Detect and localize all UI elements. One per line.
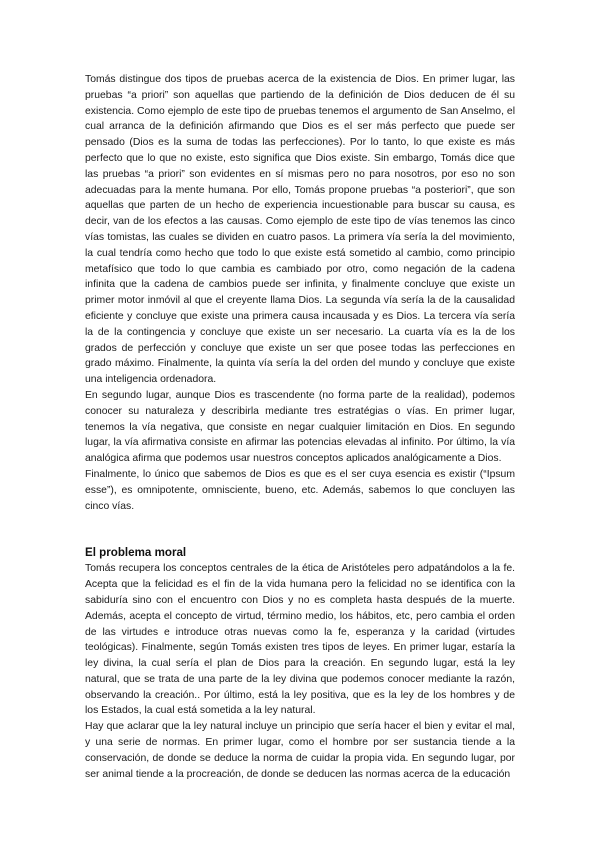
section-problema-moral [85, 545, 515, 782]
paragraph-esencia-de-dios: Finalmente, lo único que sabemos de Dios es que es el ser cuya esencia es existir (“Ipsum esse”), es omnipotente, omnisciente, bueno, etc. Además, sabemos lo que concluyen las cinco vías. [85, 468, 515, 512]
paragraph-ley-natural: Hay que aclarar que la ley natural incluye un principio que sería hacer el bien y evitar el mal, y una serie de normas. En primer lugar, como el hombre por ser sustancia tiende a la conservación, de donde se deduce la norma de cuidar la propia vida. En segundo lugar, por ser animal tiende a la procreación, de donde se deducen las normas acerca de la educación [85, 721, 515, 780]
section-heading: El problema moral [85, 546, 187, 560]
page-content [85, 72, 515, 782]
paragraph-conocimiento-de-dios: En segundo lugar, aunque Dios es trascendente (no forma parte de la realidad), podemos conocer su naturaleza y describirla mediante tres estratégias o vías. En primer lugar, tenemos la vía negativa, que consiste en negar cualquier limitación en Dios. En segundo lugar, la vía afirmativa consiste en afirmar las potencias elevadas al infinito. Por último, la vía analógica afirma que podemos usar nuestros conceptos aplicados analógicamente a Dios. [85, 389, 515, 465]
paragraph-etica: Tomás recupera los conceptos centrales de la ética de Aristóteles pero adpatándolos a la fe. Acepta que la felicidad es el fin de la vida humana pero la felicidad no se identifica con la sabiduría sino con el encuentro con Dios y no es completa hasta después de la muerte. Además, acepta el concepto de virtud, término medio, los hábitos, etc, pero cambia el orden de las virtudes e introduce otras nuevas como la fe, esperanza y la caridad (virtudes teológicas). Finalmente, según Tomás existen tres tipos de leyes. En primer lugar, estaría la ley divina, la cual sería el plan de Dios para la creación. En segundo lugar, está la ley natural, que se trata de una parte de la ley divina que podemos conocer mediante la razón, observando la creación.. Por último, está la ley positiva, que es la ley de los hombres y de los Estados, la cual está sometida a la ley natural. [85, 563, 515, 717]
paragraph-pruebas: Tomás distingue dos tipos de pruebas acerca de la existencia de Dios. En primer lugar, las pruebas “a priori” son aquellas que partiendo de la definición de Dios deducen de él su existencia. Como ejemplo de este tipo de pruebas tenemos el argumento de San Anselmo, el cual arranca de la definición afirmando que Dios es el ser más perfecto que puede ser pensado (Dios es la suma de todas las perfecciones). Por lo tanto, lo que existe es más perfecto que lo que no existe, esto significa que Dios existe. Sin embargo, Tomás dice que las pruebas “a priori” son evidentes en sí mismas pero no para nosotros, por eso no son adecuadas para la mente humana. Por ello, Tomás propone pruebas “a posteriori”, que son aquellas que parten de un hecho de experiencia incuestionable para buscar su causa, es decir, van de los efectos a las causas. Como ejemplo de este tipo de vías tenemos las cinco vías tomistas, las cuales se dividen en cuatro pasos. La primera vía sería la del movimiento, la cual tendría como hecho que todo lo que existe está sometido al cambio, como principio metafísico que todo lo que cambia es cambiado por otro, como negación de la cadena infinita que la cadena de cambios puede ser infinita, y finalmente concluye que existe un primer motor inmóvil al que el creyente llama Dios. La segunda vía sería la de la causalidad eficiente y concluye que existe una primera causa incausada y es Dios. La tercera vía sería la de la contingencia y concluye que existe un ser necesario. La cuarta vía es la de los grados de perfección y concluye que existe un ser que posee todas las perfecciones en grado máximo. Finalmente, la quinta vía sería la del orden del mundo y concluye que existe una inteligencia ordenadora. [85, 74, 515, 386]
